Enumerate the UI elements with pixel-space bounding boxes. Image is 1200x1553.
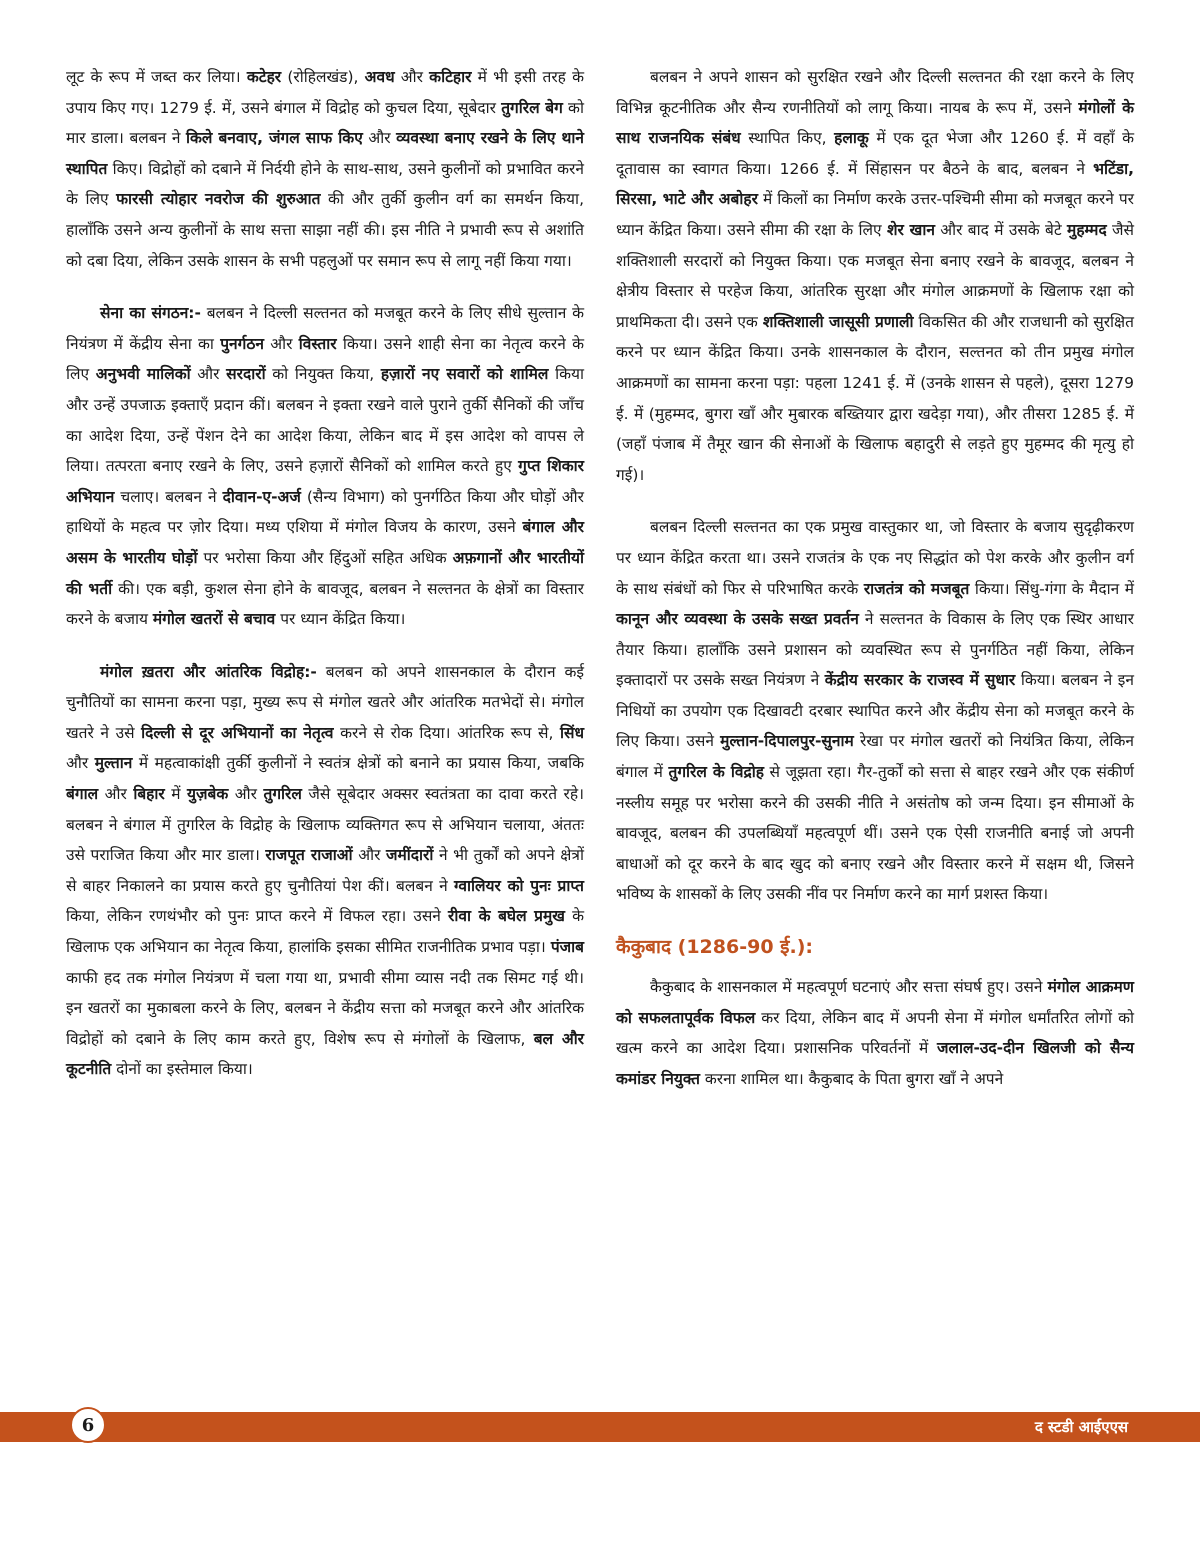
bold-phrase: युज़बेक <box>187 785 229 804</box>
paragraph-army-organization <box>66 298 584 635</box>
bold-phrase: शक्तिशाली जासूसी प्रणाली <box>762 312 914 331</box>
text-run: कर दिया, लेकिन बाद में अपनी सेना में मंगोल धर्मांतरित लोगों को खत्म करने का आदेश दिया। प्रशासनिक परिवर्तनों में <box>616 1008 1134 1058</box>
bold-phrase: रीवा के बघेल प्रमुख <box>448 907 565 926</box>
bold-phrase: कटिहार <box>429 68 472 86</box>
text-run: विकसित की और राजधानी को सुरक्षित करने पर ध्यान केंद्रित किया। उनके शासनकाल के दौरान, सल्तनत को तीन प्रमुख मंगोल आक्रमणों का सामना करना पड़ा: पहला 1241 ई. में (उनके शासन से पहले), दूसरा 1279 ई. में (मुहम्मद, बुगरा खाँ और मुबारक बख्तियार द्वारा खदेड़ा गया), और तीसरा 1285 ई. में (जहाँ पंजाब में तैमूर खान की सेनाओं के खिलाफ बहादुरी से लड़ते हुए मुहम्मद की मृत्यु हो गई)। <box>616 312 1135 484</box>
bold-phrase: बिहार <box>133 785 165 804</box>
bold-phrase: मुल्तान-दिपालपुर-सुनाम <box>720 732 854 751</box>
bold-phrase: दीवान-ए-अर्ज <box>222 487 301 506</box>
text-run: किया और उन्हें उपजाऊ इक्ताएँ प्रदान कीं। बलबन ने इक्ता रखने वाले पुराने तुर्की सैनिकों की जाँच का आदेश दिया, उन्हें पेंशन देने का आदेश किया, लेकिन बाद में इस आदेश को वापस ले लिया। तत्परता बनाए रखने के लिए, उसने हज़ारों सैनिकों को शामिल करते हुए <box>66 365 584 476</box>
bold-phrase: अवध <box>364 68 395 86</box>
bold-phrase: सेना का संगठन:- <box>100 304 201 323</box>
paragraph-kaiqubad <box>616 972 1134 1094</box>
bold-phrase: पंजाब <box>550 938 584 957</box>
text-run: किए। विद्रोहों को दबाने में निर्दयी होने के साथ-साथ, उसने कुलीनों को प्रभावित करने के लिए <box>66 159 584 209</box>
text-run: और <box>362 129 397 148</box>
text-run: (रोहिलखंड), <box>281 68 365 86</box>
left-column <box>66 62 584 1107</box>
text-run: ने सल्तनत के विकास के लिए एक स्थिर आधार तैयार किया। हालाँकि उसने प्रशासन को व्यवस्थित रूप से पुनर्गठित नहीं किया, लेकिन इक्तादारों पर उसके सख्त नियंत्रण ने <box>616 610 1134 690</box>
bold-phrase: तुगरिल के विद्रोह <box>668 763 764 782</box>
bold-phrase: राजपूत राजाओं <box>265 846 353 865</box>
text-run: में किलों का निर्माण करके उत्तर-पश्चिमी सीमा को मजबूत करने पर ध्यान केंद्रित किया। उसने सीमा की रक्षा के लिए <box>616 190 1134 239</box>
text-run: ने भी तुर्कों को अपने क्षेत्रों से बाहर निकालने का प्रयास करते हुए चुनौतियां पेश कीं। बलबन ने <box>66 846 584 895</box>
text-run: और <box>66 754 95 773</box>
text-run: और <box>190 365 227 384</box>
bold-phrase: राजतंत्र को मजबूत <box>863 579 970 598</box>
text-run: और बाद में उसके बेटे <box>934 220 1068 239</box>
text-run: दोनों का इस्तेमाल किया। <box>111 1060 253 1079</box>
bold-phrase: भटिंडा, सिरसा, भाटे और अबोहर <box>616 159 1134 209</box>
text-run: किया, लेकिन रणथंभौर को पुनः प्राप्त करने में विफल रहा। उसने <box>66 907 449 926</box>
paragraph-balban-legacy <box>616 512 1134 910</box>
text-run: कैकुबाद के शासनकाल में महत्वपूर्ण घटनाएं और सत्ता संघर्ष हुए। उसने <box>650 978 1048 997</box>
text-run: पर भरोसा किया और हिंदुओं सहित अधिक <box>197 548 453 567</box>
bold-phrase: कानून और व्यवस्था के उसके सख्त प्रवर्तन <box>616 610 859 629</box>
text-run: जैसे सूबेदार अक्सर स्वतंत्रता का दावा करते रहे। बलबन ने बंगाल में तुगरिल के विद्रोह के खिलाफ व्यक्तिगत रूप से अभियान चलाया, अंततः उसे पराजित किया और मार डाला। <box>66 785 585 865</box>
text-run: में एक दूत भेजा और 1260 ई. में वहाँ के दूतावास का स्वागत किया। 1266 ई. में सिंहासन पर बैठने के बाद, बलबन ने <box>616 129 1134 178</box>
bold-phrase: हज़ारों नए सवारों को शामिल <box>380 365 549 384</box>
bold-phrase: मंगोल ख़तरा और आंतरिक विद्रोह:- <box>100 662 317 681</box>
bold-phrase: फारसी त्योहार नवरोज की शुरुआत <box>116 190 321 209</box>
bold-phrase: तुगरिल <box>263 785 302 804</box>
bold-phrase: सिंध <box>559 723 584 742</box>
text-run: और <box>394 68 430 86</box>
text-run: की। एक बड़ी, कुशल सेना होने के बावजूद, बलबन ने सल्तनत के क्षेत्रों का विस्तार करने के बजाय <box>66 579 585 629</box>
paragraph <box>66 62 584 276</box>
bold-phrase: बल और कूटनीति <box>66 1029 585 1079</box>
bold-phrase: केंद्रीय सरकार के राजस्व में सुधार <box>824 671 1016 690</box>
text-run: किया। बलबन ने इन निधियों का उपयोग एक दिखावटी दरबार स्थापित करने और केंद्रीय सेना को मजबूत करने के लिए किया। उसने <box>616 671 1134 751</box>
text-run: और <box>263 334 299 353</box>
text-run: चलाए। बलबन ने <box>114 487 223 506</box>
bold-phrase: विस्तार <box>298 334 337 353</box>
bold-phrase: कटेहर <box>246 68 282 86</box>
bold-phrase: बंगाल <box>66 785 99 804</box>
footer-brand: द स्टडी आईएएस <box>1034 1418 1128 1436</box>
text-run: लूट के रूप में जब्त कर लिया। <box>66 68 247 86</box>
paragraph-diplomacy <box>616 62 1134 490</box>
text-run: से जूझता रहा। गैर-तुर्कों को सत्ता से बाहर रखने और एक संकीर्ण नस्लीय समूह पर भरोसा करने की उसकी नीति ने असंतोष को जन्म दिया। इन सीमाओं के बावजूद, बलबन की उपलब्धियाँ महत्वपूर्ण थीं। उसने एक ऐसी राजनीति बनाई जो अपनी बाधाओं को दूर करने के बाद खुद को बनाए रखने और विस्तार करने में सक्षम थी, जिसने भविष्य के शासकों के लिए उसकी नींव पर निर्माण करने का मार्ग प्रशस्त किया। <box>616 763 1134 904</box>
text-run: रेखा पर मंगोल खतरों को नियंत्रित किया, लेकिन बंगाल में <box>616 732 1135 782</box>
text-run: करना शामिल था। कैकुबाद के पिता बुगरा खाँ ने अपने <box>699 1069 1004 1088</box>
text-run: करने से रोक दिया। आंतरिक रूप से, <box>333 723 560 742</box>
text-run: किया। सिंधु-गंगा के मैदान में <box>969 579 1134 598</box>
text-run: पर ध्यान केंद्रित किया। <box>275 610 406 629</box>
right-column <box>616 62 1134 1116</box>
bold-phrase: मंगोल खतरों से बचाव <box>152 610 276 629</box>
bold-phrase: अफ़गानों और भारतीयों की भर्ती <box>66 548 584 598</box>
text-run: स्थापित किए, <box>740 129 835 148</box>
bold-phrase: मंगोल आक्रमण को सफलतापूर्वक विफल <box>616 978 1135 1027</box>
text-run: और <box>352 846 387 865</box>
text-run: में भी इसी तरह के उपाय किए गए। 1279 ई. में, उसने बंगाल में विद्रोह को कुचल दिया, सूबेदार <box>66 68 584 117</box>
text-run: को मार डाला। बलबन ने <box>66 98 584 148</box>
bold-phrase: जमींदारों <box>386 846 434 865</box>
bold-phrase: दिल्ली से दूर अभियानों का नेतृत्व <box>141 723 334 742</box>
section-heading: कैकुबाद (1286-90 ई.): <box>616 936 813 959</box>
paragraph-mongol-threat <box>66 657 584 1085</box>
bold-phrase: ग्वालियर को पुनः प्राप्त <box>453 876 584 895</box>
bold-phrase: सरदारों <box>226 365 266 384</box>
text-run: (सैन्य विभाग) को पुनर्गठित किया और घोड़ों और हाथियों के महत्व पर ज़ोर दिया। मध्य एशिया में मंगोल विजय के कारण, उसने <box>66 487 584 537</box>
text-run: बलबन ने दिल्ली सल्तनत को मजबूत करने के लिए सीधे सुल्तान के नियंत्रण में केंद्रीय सेना का <box>66 304 584 353</box>
text-run: काफी हद तक मंगोल नियंत्रण में चला गया था, प्रभावी सीमा व्यास नदी तक सिमट गई थी। इन खतरों का मुकाबला करने के लिए, बलबन ने केंद्रीय सत्ता को मजबूत करने और आंतरिक विद्रोहों को दबाने के लिए काम करते हुए, विशेष रूप से मंगोलों के खिलाफ, <box>66 968 584 1048</box>
text-run: और <box>228 785 264 804</box>
text-run: किया। उसने शाही सेना का नेतृत्व करने के लिए <box>66 334 584 384</box>
bold-phrase: बंगाल और असम के भारतीय घोड़ों <box>66 518 584 567</box>
bold-phrase: पुनर्गठन <box>220 334 264 353</box>
text-run: बलबन को अपने शासनकाल के दौरान कई चुनौतियों का सामना करना पड़ा, मुख्य रूप से मंगोल खतरे और आंतरिक मतभेदों से। मंगोल खतरे ने उसे <box>66 662 584 742</box>
text-run: के खिलाफ एक अभियान का नेतृत्व किया, हालांकि इसका सीमित राजनीतिक प्रभाव पड़ा। <box>66 907 584 957</box>
bold-phrase: व्यवस्था बनाए रखने के लिए थाने स्थापित <box>66 129 584 178</box>
bold-phrase: गुप्त शिकार अभियान <box>66 457 584 506</box>
text-run: बलबन ने अपने शासन को सुरक्षित रखने और दिल्ली सल्तनत की रक्षा करने के लिए विभिन्न कूटनीतिक और सैन्य रणनीतियों को लागू किया। नायब के रूप में, उसने <box>616 68 1134 117</box>
bold-phrase: किले बनवाए, जंगल साफ किए <box>186 129 363 148</box>
text-run: को नियुक्त किया, <box>265 365 381 384</box>
bold-phrase: मुल्तान <box>94 754 133 773</box>
text-run: और <box>98 785 134 804</box>
footer-bar <box>0 1412 1200 1442</box>
text-run: में महत्वाकांक्षी तुर्की कुलीनों ने स्वतंत्र क्षेत्रों को बनाने का प्रयास किया, जबकि <box>132 754 585 773</box>
bold-phrase: मंगोलों के साथ राजनयिक संबंध <box>616 98 1134 148</box>
text-run: में <box>164 785 188 804</box>
bold-phrase: शेर खान <box>886 220 935 239</box>
bold-phrase: अनुभवी मालिकों <box>95 365 191 384</box>
text-run: जैसे शक्तिशाली सरदारों को नियुक्त किया। एक मजबूत सेना बनाए रखने के बावजूद, बलबन ने क्षेत्रीय विस्तार से परहेज किया, आंतरिक सुरक्षा और मंगोल आक्रमणों के खिलाफ रक्षा को प्राथमिकता दी। उसने एक <box>616 220 1134 331</box>
bold-phrase: जलाल-उद-दीन खिलजी को सैन्य कमांडर नियुक्त <box>616 1039 1135 1088</box>
bold-phrase: मुहम्मद <box>1067 220 1107 239</box>
text-run: की और तुर्की कुलीन वर्ग का समर्थन किया, हालाँकि उसने अन्य कुलीनों के साथ सत्ता साझा नहीं की। इस नीति ने प्रभावी रूप से अशांति को दबा दिया, लेकिन उसके शासन के सभी पहलुओं पर समान रूप से लागू नहीं किया गया। <box>66 190 584 270</box>
bold-phrase: तुगरिल बेग <box>501 98 563 117</box>
page-number: 6 <box>70 1407 106 1443</box>
bold-phrase: हलाकू <box>834 129 869 148</box>
text-run: बलबन दिल्ली सल्तनत का एक प्रमुख वास्तुकार था, जो विस्तार के बजाय सुदृढ़ीकरण पर ध्यान केंद्रित करता था। उसने राजतंत्र के एक नए सिद्धांत को पेश करके और कुलीन वर्ग के साथ संबंधों को फिर से परिभाषित करके <box>616 518 1134 598</box>
